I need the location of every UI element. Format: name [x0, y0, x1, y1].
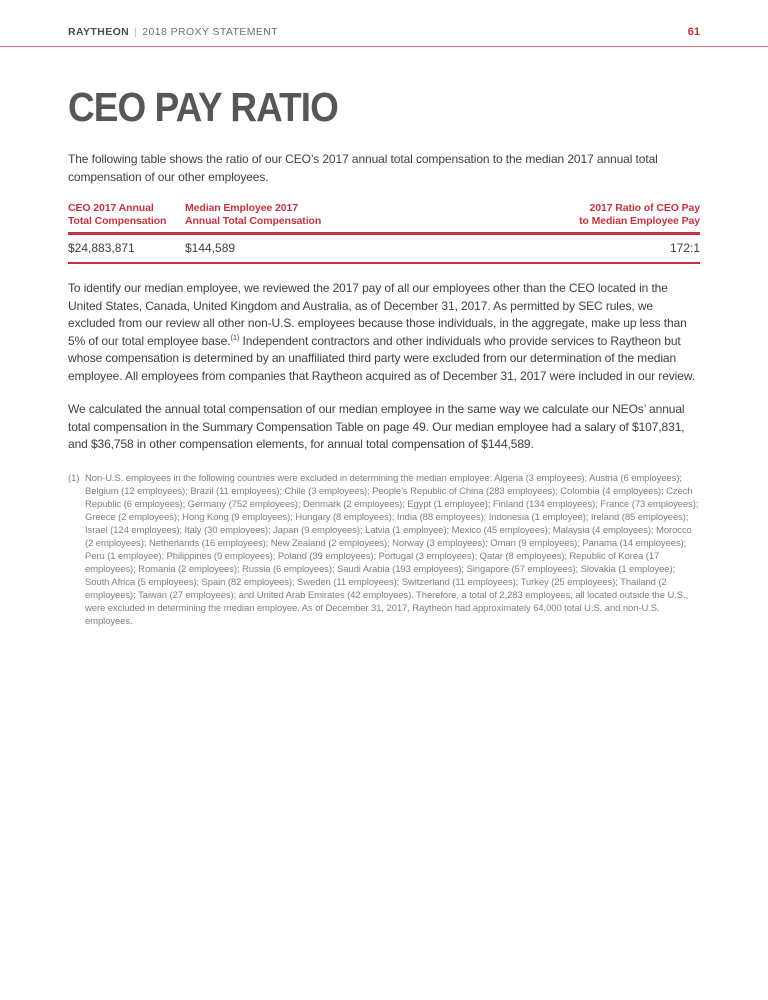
table-value-row	[68, 235, 700, 262]
intro-paragraph: The following table shows the ratio of our CEO’s 2017 annual total compensation to the median 2017 annual total compensation of our other employees.	[68, 152, 658, 184]
compensation-calculation-paragraph: We calculated the annual total compensation of our median employee in the same way we calculate our NEOs’ annual total compensation in the Summary Compensation Table on page 49. Our median employee had a salary of $107,831, and $36,758 in other compensation elements, for annual total compensation of $144,589.	[68, 402, 685, 451]
ceo-pay-ratio-table	[68, 202, 700, 264]
median-compensation-value: $144,589	[185, 241, 236, 255]
median-employee-paragraph	[68, 280, 700, 385]
col-header-pay-ratio: 2017 Ratio of CEO Pay to Median Employee Pay	[579, 202, 700, 227]
running-header	[0, 0, 768, 46]
header-separator: |	[134, 26, 138, 38]
ceo-compensation-value: $24,883,871	[68, 241, 135, 255]
brand-name: RAYTHEON	[68, 26, 130, 38]
document-name: 2018 PROXY STATEMENT	[142, 26, 279, 38]
page-title: CEO PAY RATIO	[68, 84, 338, 130]
table-rule-bottom	[68, 262, 700, 264]
footnote-text: Non-U.S. employees in the following countries were excluded in determining the median employee: Algeria (3 employees); Austria (6 employees); Belgium (12 employees); Brazil (11 employees); Chile (3 employees); People’s Republic of China (283 employees); Colombia (4 employees); Czech Republic (6 employees); Germany (752 employees); Denmark (2 employees); Egypt (1 employee); Finland (134 employees); France (73 employees); Greece (2 employees); Hong Kong (9 employees); Hungary (8 employees); India (88 employees); Indonesia (1 employee); Ireland (85 employees); Israel (124 employees); Italy (30 employees); Japan (9 employees); Latvia (1 employee); Mexico (45 employees); Malaysia (4 employees); Morocco (2 employees); Netherlands (16 employees); New Zealand (2 employees); Norway (3 employees); Oman (9 employees); Panama (14 employees); Peru (1 employee); Philippines (9 employees); Poland (39 employees); Portugal (3 employees); Qatar (8 employees); Republic of Korea (17 employees); Romania (2 employees); Russia (6 employees); Saudi Arabia (193 employees); Singapore (57 employees); Slovakia (1 employee); South Africa (5 employees); Spain (82 employees); Sweden (11 employees); Switzerland (11 employees); Turkey (25 employees); Thailand (2 employees); Taiwan (27 employees); and United Arab Emirates (42 employees). Therefore, a total of 2,283 employees, all located outside the U.S., were excluded in determining the median employee. As of December 31, 2017, Raytheon had approximately 64,000 total U.S. and non-U.S. employees.	[85, 472, 699, 627]
paragraph1-continued: Independent contractors and other individuals who provide services to Raytheon but whose compensation is determined by an unaffiliated third party were excluded from our determination of the median employee. All employees from companies that Raytheon acquired as of December 31, 2017 were included in our review.	[68, 333, 695, 383]
pay-ratio-value: 172:1	[669, 241, 700, 255]
page-number: 61	[687, 26, 700, 38]
header-rule	[0, 46, 768, 47]
footnote-1	[68, 472, 700, 628]
paragraph1-text: To identify our median employee, we reviewed the 2017 pay of all our employees other than the CEO located in the United States, Canada, United Kingdom and Australia, as of December 31, 2017. As permitted by SEC rules, we excluded from our review all other non-U.S. employees because those individuals, in the aggregate, make up less than 5% of our total employee base.	[68, 281, 687, 348]
col-header-ceo-compensation: CEO 2017 Annual Total Compensation	[68, 202, 167, 227]
col-header-median-compensation: Median Employee 2017 Annual Total Compensation	[185, 202, 322, 227]
header-left	[68, 26, 278, 38]
page-content	[0, 84, 768, 628]
table-header-row	[68, 202, 700, 232]
footnote-number: (1)	[68, 472, 80, 484]
footnote-reference: (1)	[230, 332, 240, 342]
